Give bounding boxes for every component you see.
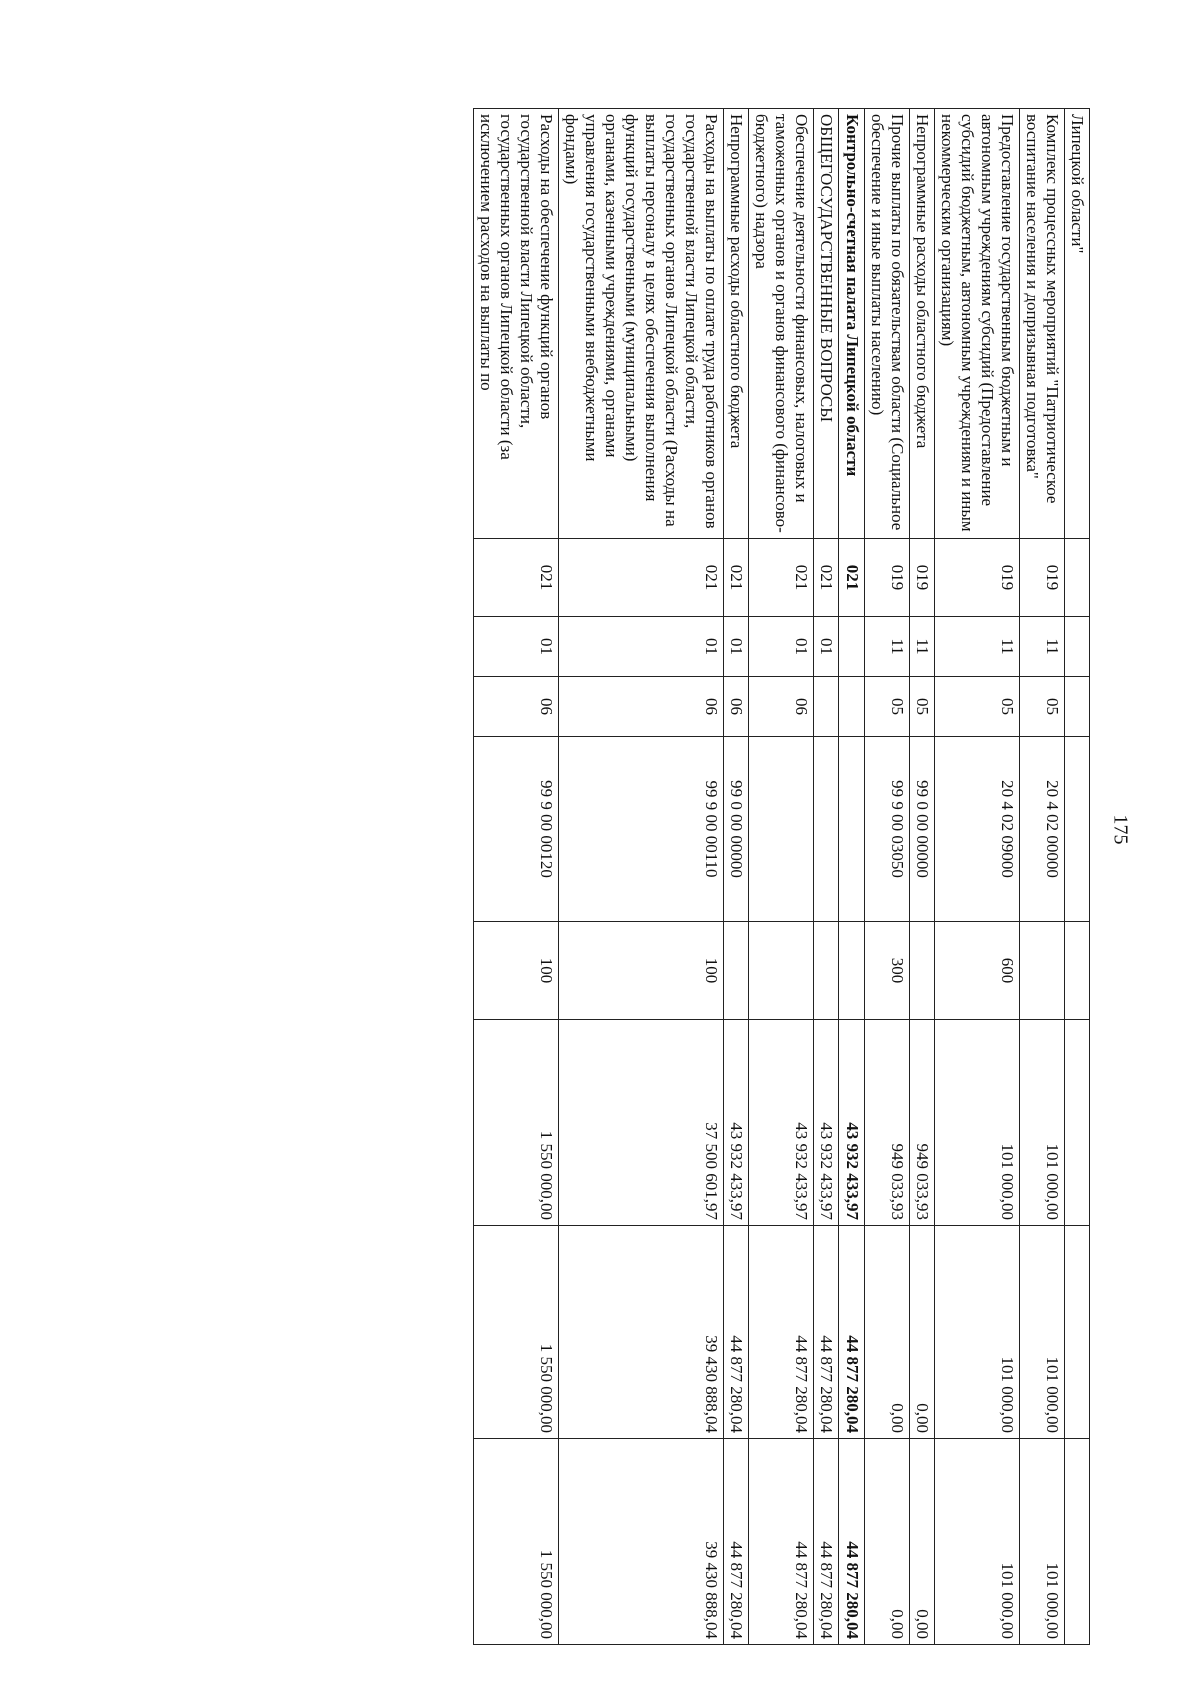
section-code-cell: 01 <box>814 617 839 677</box>
row-name-cell: Расходы на выплаты по оплате труда работников органов государственной власти Липецкой области, государственных органов Липецкой области (Расходы на выплаты персоналу в целях обеспечения выполнения функций государственными (муниципальными) органами, казенными учреждениями, органами управления государственными внебюджетными фондами) <box>558 109 723 539</box>
ved-code-cell: 019 <box>934 539 1019 617</box>
row-name-cell: Контрольно-счетная палата Липецкой области <box>839 109 864 539</box>
budget-table <box>473 108 1090 1645</box>
amount-year3-cell <box>1064 1439 1089 1645</box>
amount-year1-cell: 949 033,93 <box>864 1020 909 1226</box>
ved-code-cell: 019 <box>909 539 934 617</box>
ved-code-cell: 021 <box>724 539 749 617</box>
table-row <box>814 109 839 1645</box>
amount-year3-cell: 44 877 280,04 <box>814 1439 839 1645</box>
ved-code-cell <box>1064 539 1089 617</box>
section-code-cell <box>839 617 864 677</box>
subsection-code-cell: 06 <box>473 677 558 737</box>
amount-year3-cell: 39 430 888,04 <box>558 1439 723 1645</box>
amount-year3-cell: 44 877 280,04 <box>839 1439 864 1645</box>
amount-year2-cell: 44 877 280,04 <box>749 1226 814 1439</box>
table-row <box>934 109 1019 1645</box>
target-article-cell <box>749 737 814 922</box>
subsection-code-cell: 05 <box>934 677 1019 737</box>
target-article-cell <box>839 737 864 922</box>
amount-year1-cell: 949 033,93 <box>909 1020 934 1226</box>
amount-year2-cell: 101 000,00 <box>1019 1226 1064 1439</box>
expense-type-cell <box>749 922 814 1020</box>
section-code-cell: 11 <box>864 617 909 677</box>
amount-year1-cell: 43 932 433,97 <box>839 1020 864 1226</box>
expense-type-cell <box>909 922 934 1020</box>
target-article-cell: 99 0 00 00000 <box>909 737 934 922</box>
table-row <box>724 109 749 1645</box>
row-name-cell: Непрограммные расходы областного бюджета <box>909 109 934 539</box>
table-row <box>1019 109 1064 1645</box>
target-article-cell: 99 9 00 00120 <box>473 737 558 922</box>
amount-year1-cell: 1 550 000,00 <box>473 1020 558 1226</box>
expense-type-cell <box>1064 922 1089 1020</box>
subsection-code-cell: 06 <box>558 677 723 737</box>
section-code-cell: 01 <box>724 617 749 677</box>
subsection-code-cell: 05 <box>909 677 934 737</box>
expense-type-cell <box>814 922 839 1020</box>
ved-code-cell: 021 <box>749 539 814 617</box>
section-code-cell: 01 <box>473 617 558 677</box>
row-name-cell: Непрограммные расходы областного бюджета <box>724 109 749 539</box>
table-row <box>473 109 558 1645</box>
amount-year2-cell: 101 000,00 <box>934 1226 1019 1439</box>
target-article-cell: 99 0 00 00000 <box>724 737 749 922</box>
amount-year1-cell: 43 932 433,97 <box>724 1020 749 1226</box>
amount-year1-cell: 101 000,00 <box>934 1020 1019 1226</box>
section-code-cell <box>1064 617 1089 677</box>
table-row <box>839 109 864 1645</box>
row-name-cell: Обеспечение деятельности финансовых, налоговых и таможенных органов и органов финансового (финансово-бюджетного) надзора <box>749 109 814 539</box>
subsection-code-cell: 05 <box>864 677 909 737</box>
amount-year3-cell: 1 550 000,00 <box>473 1439 558 1645</box>
subsection-code-cell: 05 <box>1019 677 1064 737</box>
target-article-cell: 99 9 00 00110 <box>558 737 723 922</box>
ved-code-cell: 021 <box>558 539 723 617</box>
section-code-cell: 11 <box>934 617 1019 677</box>
target-article-cell <box>814 737 839 922</box>
amount-year3-cell: 44 877 280,04 <box>724 1439 749 1645</box>
amount-year1-cell <box>1064 1020 1089 1226</box>
expense-type-cell <box>839 922 864 1020</box>
section-code-cell: 11 <box>1019 617 1064 677</box>
target-article-cell: 20 4 02 09000 <box>934 737 1019 922</box>
amount-year2-cell: 44 877 280,04 <box>839 1226 864 1439</box>
page-number: 175 <box>1109 814 1132 845</box>
ved-code-cell: 019 <box>864 539 909 617</box>
amount-year2-cell: 0,00 <box>864 1226 909 1439</box>
subsection-code-cell: 06 <box>749 677 814 737</box>
subsection-code-cell <box>814 677 839 737</box>
amount-year2-cell: 0,00 <box>909 1226 934 1439</box>
table-row <box>909 109 934 1645</box>
amount-year1-cell: 43 932 433,97 <box>749 1020 814 1226</box>
rotated-page-content <box>110 108 1090 1644</box>
expense-type-cell: 100 <box>558 922 723 1020</box>
expense-type-cell <box>1019 922 1064 1020</box>
expense-type-cell: 300 <box>864 922 909 1020</box>
expense-type-cell <box>724 922 749 1020</box>
amount-year1-cell: 37 500 601,97 <box>558 1020 723 1226</box>
row-name-cell: ОБЩЕГОСУДАРСТВЕННЫЕ ВОПРОСЫ <box>814 109 839 539</box>
row-name-cell: Липецкой области" <box>1064 109 1089 539</box>
ved-code-cell: 021 <box>839 539 864 617</box>
subsection-code-cell <box>839 677 864 737</box>
amount-year3-cell: 44 877 280,04 <box>749 1439 814 1645</box>
table-row <box>749 109 814 1645</box>
amount-year1-cell: 101 000,00 <box>1019 1020 1064 1226</box>
target-article-cell: 20 4 02 00000 <box>1019 737 1064 922</box>
table-row <box>864 109 909 1645</box>
subsection-code-cell: 06 <box>724 677 749 737</box>
section-code-cell: 01 <box>749 617 814 677</box>
amount-year3-cell: 0,00 <box>864 1439 909 1645</box>
amount-year2-cell: 39 430 888,04 <box>558 1226 723 1439</box>
row-name-cell: Предоставление государственным бюджетным и автономным учреждениям субсидий (Предоставление субсидий бюджетным, автономным учреждениям и иным некоммерческим организациям) <box>934 109 1019 539</box>
amount-year2-cell: 44 877 280,04 <box>724 1226 749 1439</box>
row-name-cell: Комплекс процессных мероприятий "Патриотическое воспитание населения и допризывная подготовка" <box>1019 109 1064 539</box>
row-name-cell: Расходы на обеспечение функций органов государственной власти Липецкой области, государственных органов Липецкой области (за исключением расходов на выплаты по <box>473 109 558 539</box>
amount-year3-cell: 101 000,00 <box>1019 1439 1064 1645</box>
row-name-cell: Прочие выплаты по обязательствам области (Социальное обеспечение и иные выплаты населению) <box>864 109 909 539</box>
target-article-cell <box>1064 737 1089 922</box>
expense-type-cell: 100 <box>473 922 558 1020</box>
amount-year1-cell: 43 932 433,97 <box>814 1020 839 1226</box>
amount-year2-cell <box>1064 1226 1089 1439</box>
amount-year2-cell: 1 550 000,00 <box>473 1226 558 1439</box>
table-row <box>558 109 723 1645</box>
expense-type-cell: 600 <box>934 922 1019 1020</box>
amount-year3-cell: 101 000,00 <box>934 1439 1019 1645</box>
ved-code-cell: 019 <box>1019 539 1064 617</box>
target-article-cell: 99 9 00 03050 <box>864 737 909 922</box>
ved-code-cell: 021 <box>814 539 839 617</box>
ved-code-cell: 021 <box>473 539 558 617</box>
subsection-code-cell <box>1064 677 1089 737</box>
amount-year3-cell: 0,00 <box>909 1439 934 1645</box>
section-code-cell: 01 <box>558 617 723 677</box>
amount-year2-cell: 44 877 280,04 <box>814 1226 839 1439</box>
section-code-cell: 11 <box>909 617 934 677</box>
table-row <box>1064 109 1089 1645</box>
